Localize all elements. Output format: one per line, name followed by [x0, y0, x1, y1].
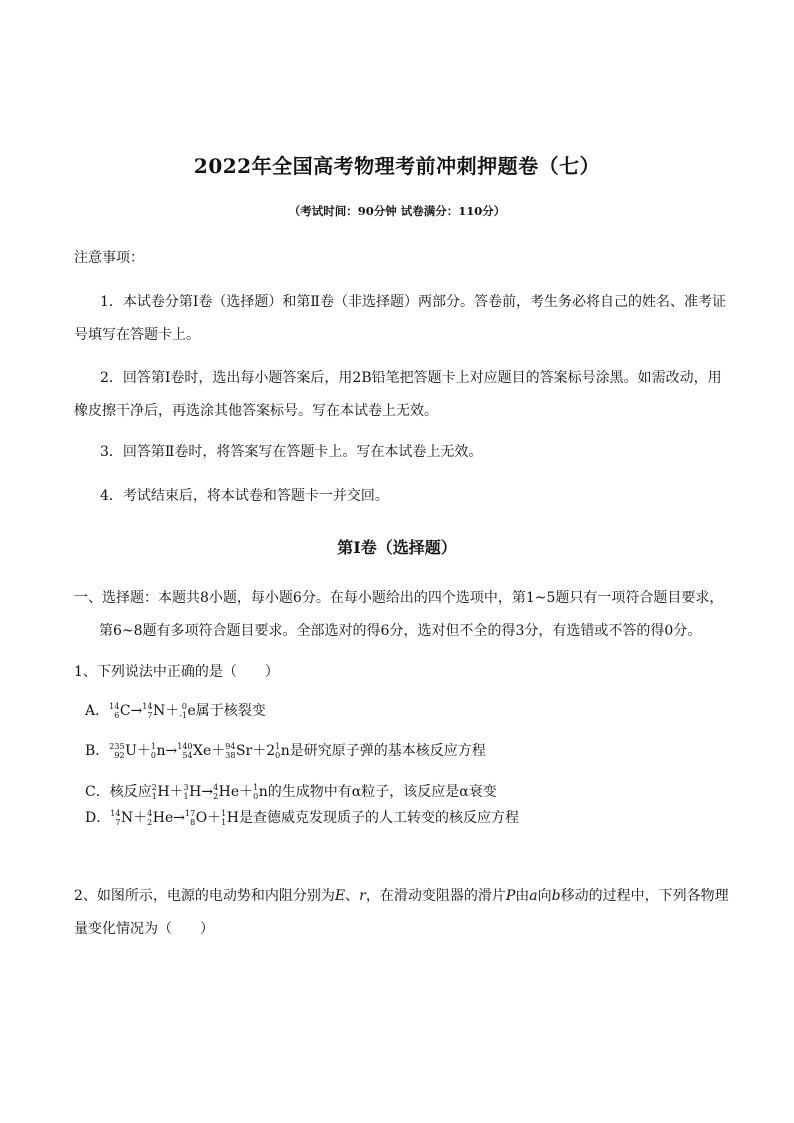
- nuclide-indices: [275, 742, 280, 760]
- option-label: A．: [85, 703, 110, 719]
- element-symbol: Xe＋: [193, 743, 226, 759]
- atomic-number: 2: [147, 818, 153, 827]
- question-1-stem: 1、下列说法中正确的是（ ）: [74, 664, 279, 680]
- nuclide-indices: [109, 702, 119, 720]
- stem-text: 、: [345, 888, 360, 904]
- mass-number: 17: [185, 809, 196, 818]
- stem-text: ，在滑动变阻器的滑片: [365, 888, 506, 904]
- element-symbol: Sr＋2: [235, 743, 276, 759]
- atomic-number: 0: [150, 751, 156, 760]
- option-c: [85, 780, 725, 804]
- option-label: C．核反应: [85, 784, 152, 800]
- nuclide-indices: [184, 783, 189, 801]
- atomic-number: -1: [179, 711, 187, 720]
- stem-text: 2、如图所示，电源的电动势和内阻分别为: [74, 888, 335, 904]
- atomic-number: 0: [253, 792, 259, 801]
- element-symbol: e: [187, 703, 196, 719]
- atomic-number: 38: [225, 751, 236, 760]
- mass-number: 235: [109, 742, 125, 751]
- atomic-number: 92: [114, 751, 125, 760]
- notice-item: 2．回答第Ⅰ卷时，选出每小题答案后，用2B铅笔把答题卡上对应题目的答案标号涂黑。如需改动，用橡皮擦干净后，再选涂其他答案标号。写在本试卷上无效。: [74, 370, 722, 419]
- nuclide-indices: [253, 783, 258, 801]
- mass-number: 14: [110, 809, 121, 818]
- nuclide-indices: [110, 809, 120, 827]
- emf-symbol: E: [334, 888, 346, 904]
- element-symbol: n: [258, 784, 268, 800]
- atomic-number: 2: [213, 792, 219, 801]
- option-a: [85, 699, 725, 723]
- mass-number: 1: [221, 809, 227, 818]
- option-text: 是查德威克发现质子的人工转变的核反应方程: [238, 810, 519, 826]
- mass-number: 1: [275, 742, 281, 751]
- instructions-line: 一、选择题：本题共8小题，每小题6分。在每小题给出的四个选项中，第1~5题只有一项符合题目要求，: [74, 590, 724, 606]
- mass-number: 4: [147, 809, 153, 818]
- stem-text: 移动的过程中，下列各物理量变化情况为（ ）: [74, 888, 729, 937]
- stem-text: 由: [515, 888, 530, 904]
- notice-item: 4．考试结束后，将本试卷和答题卡一并交回。: [100, 488, 389, 504]
- mass-number: 14: [142, 702, 153, 711]
- mass-number: 94: [225, 742, 236, 751]
- exam-title: 2022年全国高考物理考前冲刺押题卷（七）: [193, 154, 601, 178]
- notice-heading: 注意事项：: [74, 250, 144, 266]
- mass-number: 4: [213, 783, 219, 792]
- choice-section-instructions: [74, 582, 736, 648]
- nuclide-indices: [142, 702, 152, 720]
- atomic-number: 1: [151, 792, 157, 801]
- element-symbol: O＋: [195, 810, 222, 826]
- element-symbol: n: [280, 743, 290, 759]
- atomic-number: 0: [275, 751, 281, 760]
- atomic-number: 8: [190, 818, 196, 827]
- element-symbol: N＋: [152, 703, 180, 719]
- nuclide-indices: [221, 809, 226, 827]
- option-text: 是研究原子弹的基本核反应方程: [289, 743, 486, 759]
- mass-number: 1: [150, 742, 156, 751]
- element-symbol: U＋: [125, 743, 151, 759]
- element-symbol: He→: [152, 810, 185, 826]
- notice-item: 3．回答第Ⅱ卷时，将答案写在答题卡上。写在本试卷上无效。: [100, 444, 483, 460]
- element-symbol: C→: [119, 703, 143, 719]
- option-text: 属于核裂变: [195, 703, 266, 719]
- exam-subtitle: （考试时间：90分钟 试卷满分：110分）: [288, 204, 506, 218]
- nuclide-indices: [177, 742, 192, 760]
- element-symbol: n→: [156, 743, 178, 759]
- point-a-symbol: a: [529, 888, 538, 904]
- nuclide-indices: [109, 742, 124, 760]
- mass-number: 140: [177, 742, 193, 751]
- nuclide-indices: [225, 742, 235, 760]
- mass-number: 0: [181, 702, 187, 711]
- stem-text: 向: [537, 888, 552, 904]
- option-label: B．: [85, 743, 110, 759]
- atomic-number: 1: [221, 818, 227, 827]
- mass-number: 14: [109, 702, 120, 711]
- nuclide-indices: [147, 809, 152, 827]
- element-symbol: H→: [189, 784, 214, 800]
- atomic-number: 1: [183, 792, 189, 801]
- option-d: [85, 806, 725, 830]
- mass-number: 3: [183, 783, 189, 792]
- option-label: D．: [85, 810, 111, 826]
- element-symbol: H: [226, 810, 239, 826]
- nuclide-indices: [185, 809, 195, 827]
- slider-symbol: P: [505, 888, 516, 904]
- option-b: [85, 739, 725, 763]
- element-symbol: H＋: [157, 784, 184, 800]
- question-2-stem: [74, 880, 734, 946]
- mass-number: 2: [151, 783, 157, 792]
- option-text: 的生成物中有α粒子，该反应是α衰变: [267, 784, 497, 800]
- nuclide-indices: [213, 783, 218, 801]
- element-symbol: He＋: [218, 784, 254, 800]
- atomic-number: 7: [147, 711, 153, 720]
- point-b-symbol: b: [551, 888, 561, 904]
- resistance-symbol: r: [359, 888, 366, 904]
- notice-item: 1．本试卷分第Ⅰ卷（选择题）和第Ⅱ卷（非选择题）两部分。答卷前，考生务必将自己的姓名、准考证号填写在答题卡上。: [74, 294, 726, 343]
- atomic-number: 54: [182, 751, 193, 760]
- atomic-number: 6: [114, 711, 120, 720]
- element-symbol: N＋: [120, 810, 148, 826]
- instructions-line: 第6~8题有多项符合题目要求。全部选对的得6分，选对但不全的得3分，有选错或不答的得0分。: [99, 623, 702, 639]
- nuclide-indices: [179, 702, 187, 720]
- atomic-number: 7: [115, 818, 121, 827]
- mass-number: 1: [253, 783, 259, 792]
- section-title: 第Ⅰ卷（选择题）: [337, 538, 457, 557]
